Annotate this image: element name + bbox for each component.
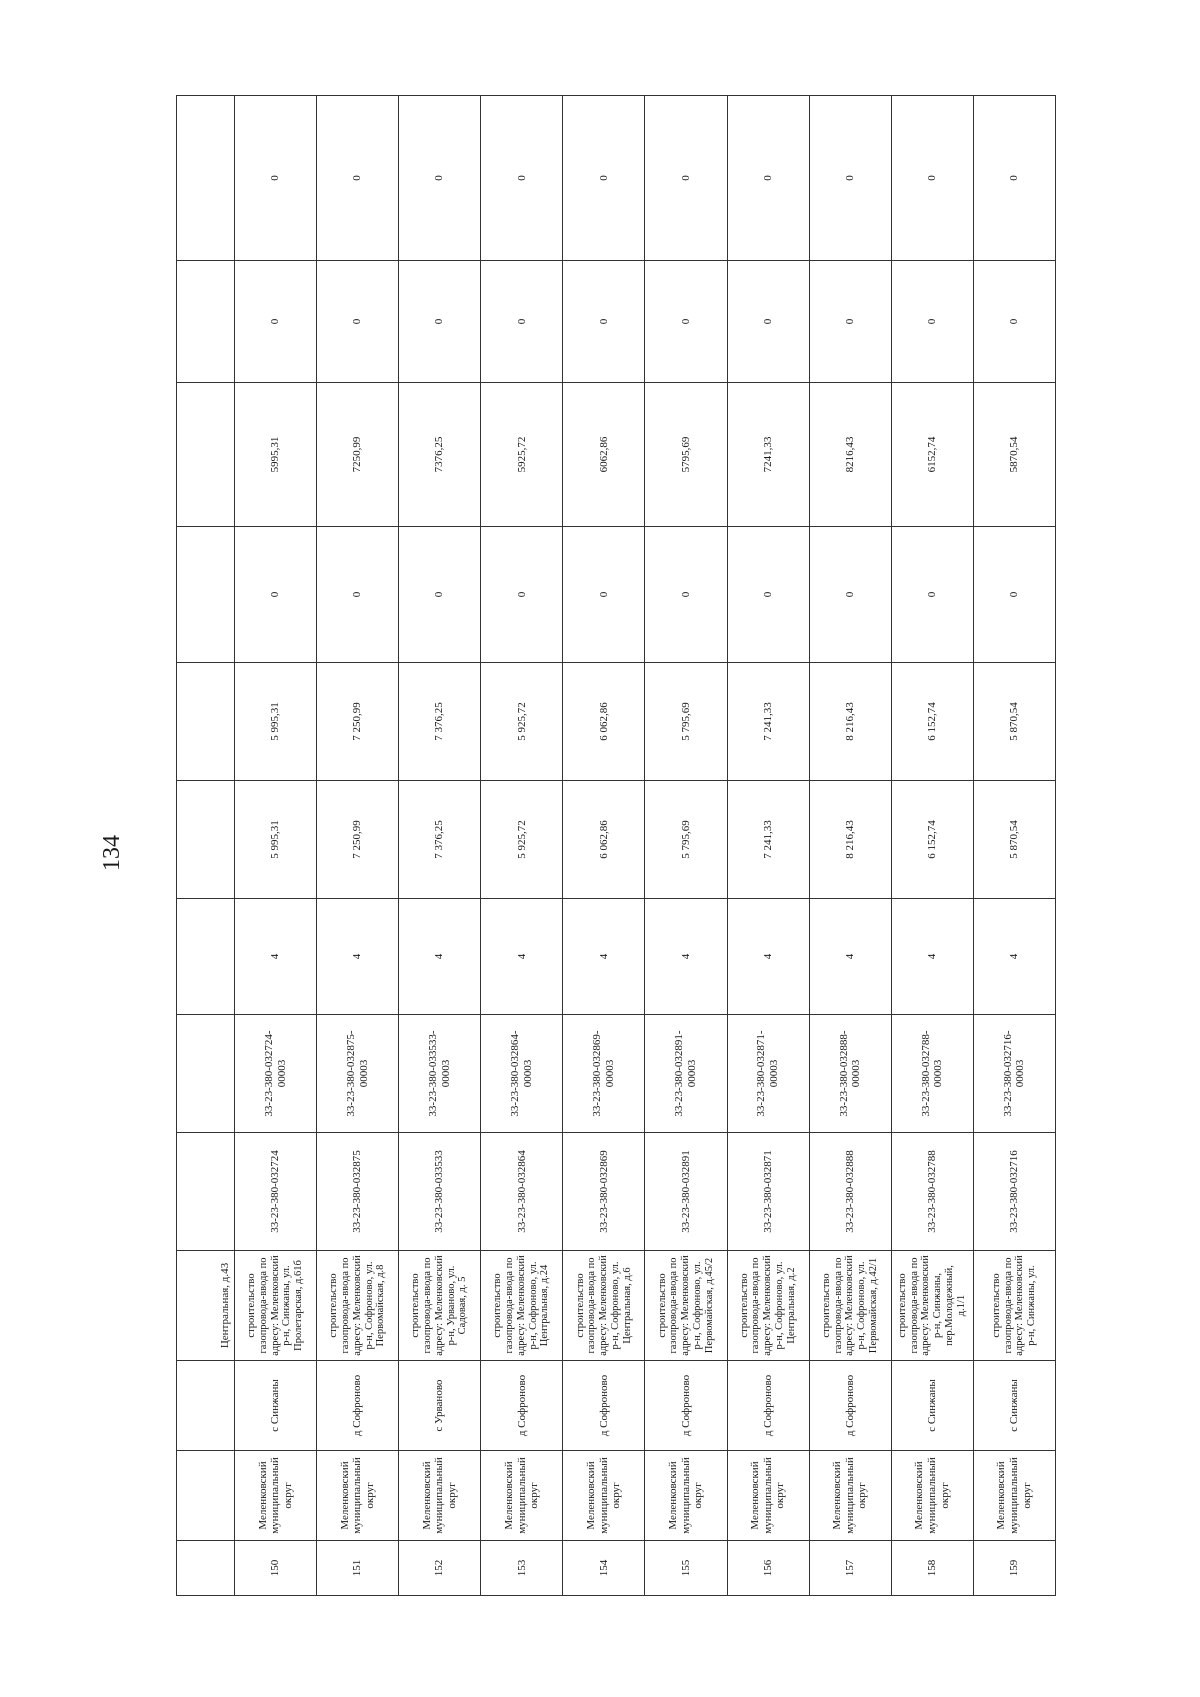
address-cell: строительство газопровода-ввода по адресу: Меленковский р-н, Софроново, ул. Первомайская, д.8 <box>317 1251 399 1361</box>
table-row <box>973 96 1055 1596</box>
row-number-cell: 157 <box>809 1541 891 1596</box>
sum-total-cell: 5 925,72 <box>481 781 563 899</box>
carry-cell <box>177 1133 235 1251</box>
row-number-cell: 156 <box>727 1541 809 1596</box>
locality-cell: с Синжаны <box>891 1361 973 1451</box>
address-cell: строительство газопровода-ввода по адресу: Меленковский р-н, Синжаны, ул. Пролетарская, д.61б <box>235 1251 317 1361</box>
sum-total-cell: 7 376,25 <box>399 781 481 899</box>
table-row <box>235 96 317 1596</box>
sum-e-cell: 0 <box>317 96 399 261</box>
sum-c-cell: 5995,31 <box>235 383 317 527</box>
cadastral-cell: 33-23-380-033533 <box>399 1133 481 1251</box>
address-cell: строительство газопровода-ввода по адресу: Меленковский р-н, Софроново, ул. Первомайская, д.45/2 <box>645 1251 727 1361</box>
cadastral-cell: 33-23-380-032788 <box>891 1133 973 1251</box>
sum-d-cell: 0 <box>399 261 481 383</box>
sum-e-cell: 0 <box>973 96 1055 261</box>
code-cell: 4 <box>235 899 317 1015</box>
carry-cell <box>177 1361 235 1451</box>
object-id-cell: 33-23-380-032788-00003 <box>891 1015 973 1133</box>
carry-cell <box>177 781 235 899</box>
sum-b-cell: 0 <box>317 527 399 663</box>
sum-b-cell: 0 <box>645 527 727 663</box>
sum-total-cell: 5 995,31 <box>235 781 317 899</box>
address-cell: строительство газопровода-ввода по адресу: Меленковский р-н, Синжаны, пер.Молодежный, д.1/1 <box>891 1251 973 1361</box>
carry-cell <box>177 1015 235 1133</box>
carry-cell <box>177 663 235 781</box>
sum-d-cell: 0 <box>317 261 399 383</box>
row-number-cell: 151 <box>317 1541 399 1596</box>
district-cell: Меленковский муниципальный округ <box>317 1451 399 1541</box>
row-number-cell: 159 <box>973 1541 1055 1596</box>
sum-e-cell: 0 <box>481 96 563 261</box>
cadastral-cell: 33-23-380-032875 <box>317 1133 399 1251</box>
code-cell: 4 <box>891 899 973 1015</box>
address-cell: строительство газопровода-ввода по адресу: Меленковский р-н, Софроново, ул. Первомайская, д.42/1 <box>809 1251 891 1361</box>
row-number-cell: 153 <box>481 1541 563 1596</box>
sum-a-cell: 7 241,33 <box>727 663 809 781</box>
address-cell: строительство газопровода-ввода по адресу: Меленковский р-н, Софроново, ул. Центральная, д.2 <box>727 1251 809 1361</box>
address-cell: строительство газопровода-ввода по адресу: Меленковский р-н, Синжаны, ул. <box>973 1251 1055 1361</box>
cadastral-cell: 33-23-380-032891 <box>645 1133 727 1251</box>
district-cell: Меленковский муниципальный округ <box>809 1451 891 1541</box>
address-cell: строительство газопровода-ввода по адресу: Меленковский р-н, Софроново, ул. Центральная, д.6 <box>563 1251 645 1361</box>
code-cell: 4 <box>809 899 891 1015</box>
row-number-cell: 155 <box>645 1541 727 1596</box>
locality-cell: д Софроново <box>563 1361 645 1451</box>
table-row <box>645 96 727 1596</box>
code-cell: 4 <box>317 899 399 1015</box>
sum-b-cell: 0 <box>563 527 645 663</box>
code-cell: 4 <box>399 899 481 1015</box>
sum-a-cell: 8 216,43 <box>809 663 891 781</box>
sum-total-cell: 7 250,99 <box>317 781 399 899</box>
locality-cell: с Урваново <box>399 1361 481 1451</box>
sum-c-cell: 5795,69 <box>645 383 727 527</box>
code-cell: 4 <box>645 899 727 1015</box>
carry-cell <box>177 383 235 527</box>
carry-cell <box>177 261 235 383</box>
locality-cell: д Софроново <box>809 1361 891 1451</box>
sum-d-cell: 0 <box>481 261 563 383</box>
sum-a-cell: 6 062,86 <box>563 663 645 781</box>
district-cell: Меленковский муниципальный округ <box>235 1451 317 1541</box>
cadastral-cell: 33-23-380-032888 <box>809 1133 891 1251</box>
sum-d-cell: 0 <box>727 261 809 383</box>
sum-b-cell: 0 <box>235 527 317 663</box>
carry-cell <box>177 527 235 663</box>
sum-e-cell: 0 <box>809 96 891 261</box>
carry-over-row <box>177 96 235 1596</box>
sum-a-cell: 5 795,69 <box>645 663 727 781</box>
sum-e-cell: 0 <box>563 96 645 261</box>
code-cell: 4 <box>563 899 645 1015</box>
sum-d-cell: 0 <box>235 261 317 383</box>
carry-cell <box>177 1541 235 1596</box>
sum-d-cell: 0 <box>809 261 891 383</box>
locality-cell: д Софроново <box>481 1361 563 1451</box>
object-id-cell: 33-23-380-032864-00003 <box>481 1015 563 1133</box>
sum-c-cell: 6062,86 <box>563 383 645 527</box>
cadastral-cell: 33-23-380-032864 <box>481 1133 563 1251</box>
row-number-cell: 150 <box>235 1541 317 1596</box>
object-id-cell: 33-23-380-032724-00003 <box>235 1015 317 1133</box>
sum-c-cell: 7241,33 <box>727 383 809 527</box>
row-number-cell: 154 <box>563 1541 645 1596</box>
sum-c-cell: 5925,72 <box>481 383 563 527</box>
carry-cell <box>177 899 235 1015</box>
object-id-cell: 33-23-380-032891-00003 <box>645 1015 727 1133</box>
sum-a-cell: 6 152,74 <box>891 663 973 781</box>
object-id-cell: 33-23-380-032869-00003 <box>563 1015 645 1133</box>
sum-total-cell: 7 241,33 <box>727 781 809 899</box>
code-cell: 4 <box>973 899 1055 1015</box>
sum-total-cell: 6 062,86 <box>563 781 645 899</box>
address-cell: строительство газопровода-ввода по адресу: Меленковский р-н, Софроново, ул. Центральная, д.24 <box>481 1251 563 1361</box>
sum-a-cell: 5 925,72 <box>481 663 563 781</box>
object-id-cell: 33-23-380-032875-00003 <box>317 1015 399 1133</box>
address-cell: строительство газопровода-ввода по адресу: Меленковский р-н, Урваново, ул. Садовая, д. 5 <box>399 1251 481 1361</box>
district-cell: Меленковский муниципальный округ <box>973 1451 1055 1541</box>
sum-d-cell: 0 <box>645 261 727 383</box>
locality-cell: с Синжаны <box>235 1361 317 1451</box>
district-cell: Меленковский муниципальный округ <box>727 1451 809 1541</box>
locality-cell: д Софроново <box>645 1361 727 1451</box>
locality-cell: с Синжаны <box>973 1361 1055 1451</box>
sum-a-cell: 5 995,31 <box>235 663 317 781</box>
table-row <box>563 96 645 1596</box>
sum-c-cell: 7250,99 <box>317 383 399 527</box>
sum-a-cell: 7 250,99 <box>317 663 399 781</box>
sum-d-cell: 0 <box>891 261 973 383</box>
table-row <box>399 96 481 1596</box>
sum-b-cell: 0 <box>973 527 1055 663</box>
sum-b-cell: 0 <box>891 527 973 663</box>
sum-b-cell: 0 <box>809 527 891 663</box>
sum-e-cell: 0 <box>727 96 809 261</box>
sum-c-cell: 5870,54 <box>973 383 1055 527</box>
sum-e-cell: 0 <box>645 96 727 261</box>
object-id-cell: 33-23-380-032716-00003 <box>973 1015 1055 1133</box>
sum-total-cell: 6 152,74 <box>891 781 973 899</box>
object-id-cell: 33-23-380-032888-00003 <box>809 1015 891 1133</box>
district-cell: Меленковский муниципальный округ <box>399 1451 481 1541</box>
table-row <box>727 96 809 1596</box>
locality-cell: д Софроново <box>317 1361 399 1451</box>
sum-b-cell: 0 <box>481 527 563 663</box>
object-id-cell: 33-23-380-033533-00003 <box>399 1015 481 1133</box>
table-row <box>809 96 891 1596</box>
cadastral-cell: 33-23-380-032869 <box>563 1133 645 1251</box>
sum-c-cell: 7376,25 <box>399 383 481 527</box>
carry-address-cell: Центральная, д.43 <box>177 1251 235 1361</box>
code-cell: 4 <box>481 899 563 1015</box>
register-table <box>176 95 1056 1596</box>
sum-d-cell: 0 <box>973 261 1055 383</box>
sum-c-cell: 8216,43 <box>809 383 891 527</box>
cadastral-cell: 33-23-380-032871 <box>727 1133 809 1251</box>
sum-c-cell: 6152,74 <box>891 383 973 527</box>
sum-e-cell: 0 <box>235 96 317 261</box>
district-cell: Меленковский муниципальный округ <box>563 1451 645 1541</box>
sum-d-cell: 0 <box>563 261 645 383</box>
rotated-table-wrapper <box>176 96 1056 1596</box>
locality-cell: д Софроново <box>727 1361 809 1451</box>
sum-a-cell: 5 870,54 <box>973 663 1055 781</box>
page-number: 134 <box>99 835 125 871</box>
district-cell: Меленковский муниципальный округ <box>645 1451 727 1541</box>
district-cell: Меленковский муниципальный округ <box>891 1451 973 1541</box>
carry-cell <box>177 96 235 261</box>
sum-total-cell: 5 870,54 <box>973 781 1055 899</box>
table-row <box>891 96 973 1596</box>
table-row <box>481 96 563 1596</box>
cadastral-cell: 33-23-380-032724 <box>235 1133 317 1251</box>
district-cell: Меленковский муниципальный округ <box>481 1451 563 1541</box>
sum-a-cell: 7 376,25 <box>399 663 481 781</box>
table-body <box>177 96 1056 1596</box>
cadastral-cell: 33-23-380-032716 <box>973 1133 1055 1251</box>
row-number-cell: 152 <box>399 1541 481 1596</box>
sum-b-cell: 0 <box>399 527 481 663</box>
sum-e-cell: 0 <box>891 96 973 261</box>
sum-b-cell: 0 <box>727 527 809 663</box>
sum-total-cell: 5 795,69 <box>645 781 727 899</box>
carry-cell <box>177 1451 235 1541</box>
sum-total-cell: 8 216,43 <box>809 781 891 899</box>
row-number-cell: 158 <box>891 1541 973 1596</box>
sum-e-cell: 0 <box>399 96 481 261</box>
object-id-cell: 33-23-380-032871-00003 <box>727 1015 809 1133</box>
table-row <box>317 96 399 1596</box>
code-cell: 4 <box>727 899 809 1015</box>
